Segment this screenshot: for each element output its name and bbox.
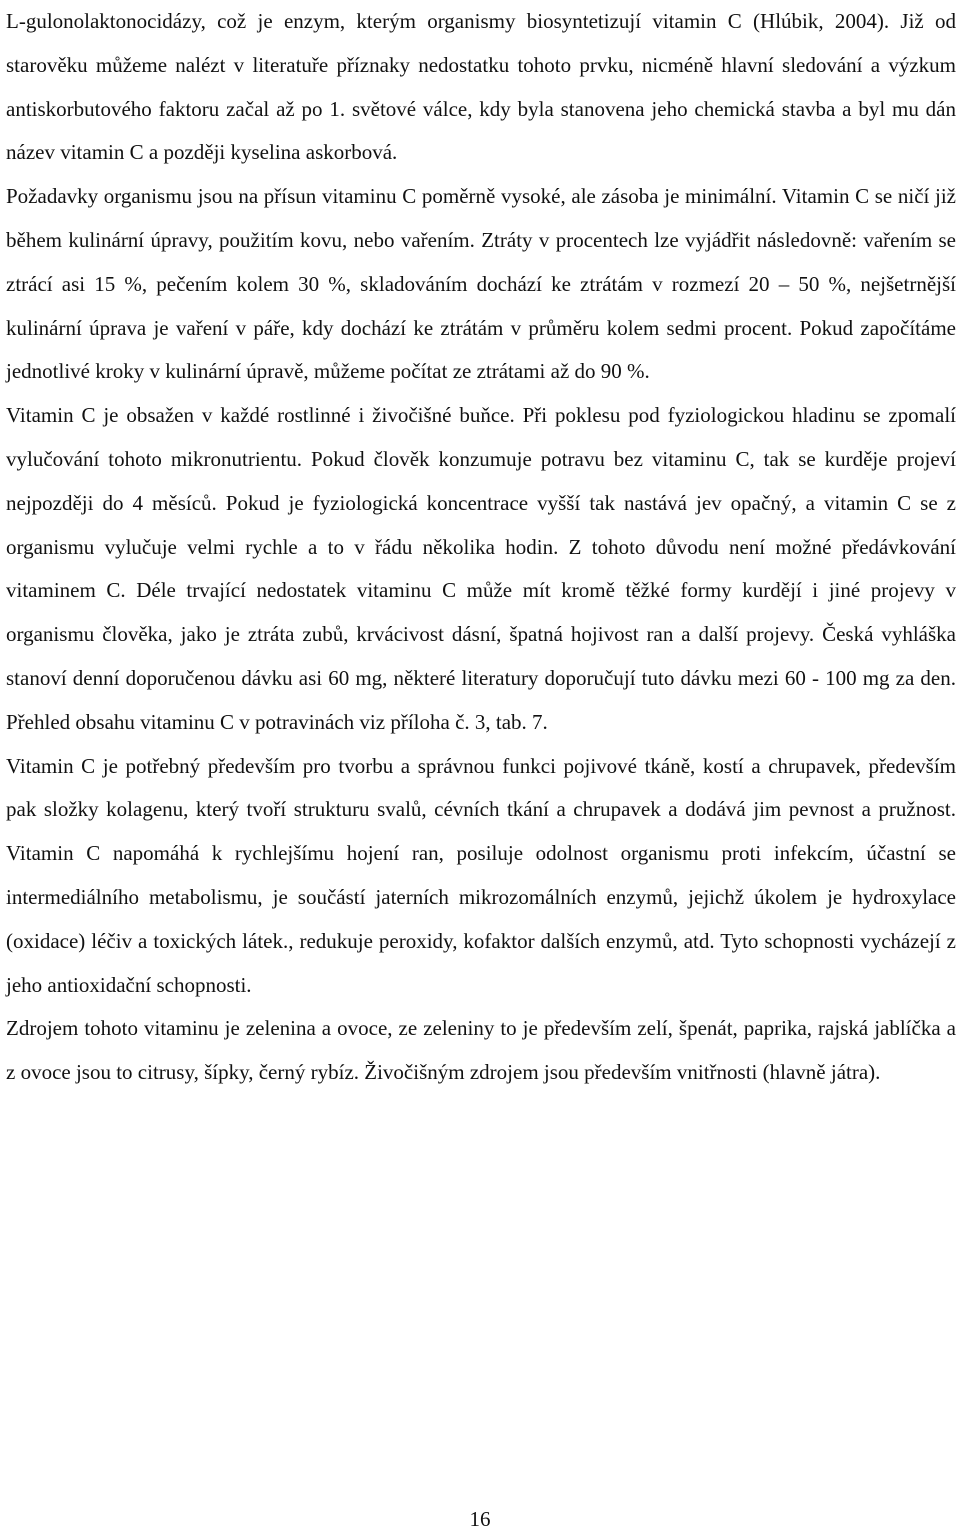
paragraph-vitamin-c-history: L-gulonolaktonocidázy, což je enzym, kterým organismy biosyntetizují vitamin C (Hlúbik, 2004). Již od starověku můžeme nalézt v literatuře příznaky nedostatku tohoto prvku, nicméně hlavní sledování a výzkum antiskorbutového faktoru začal až po 1. světové válce, kdy byla stanovena jeho chemická stavba a byl mu dán název vitamin C a později kyselina askorbová. xyxy=(6,9,956,165)
page-number: 16 xyxy=(469,1507,491,1531)
paragraph-vitamin-c-losses: Požadavky organismu jsou na přísun vitaminu C poměrně vysoké, ale zásoba je minimální. Vitamin C se ničí již během kulinární úpravy, použitím kovu, nebo vařením. Ztráty v procentech lze vyjádřit následovně: vařením se ztrácí asi 15 %, pečením kolem 30 %, skladováním dochází ke ztrátám v rozmezí 20 – 50 %, nejšetrnější kulinární úprava je vaření v páře, kdy dochází ke ztrátám v průměru kolem sedmi procent. Pokud započítáme jednotlivé kroky v kulinární úpravě, můžeme počítat ze ztrátami až do 90 %. xyxy=(6,184,956,384)
paragraph-vitamin-c-sources: Zdrojem tohoto vitaminu je zelenina a ovoce, ze zeleniny to je především zelí, špenát, paprika, rajská jablíčka a z ovoce jsou to citrusy, šípky, černý rybíz. Živočišným zdrojem jsou především vnitřnosti (hlavně játra). xyxy=(6,1016,956,1085)
paragraph-vitamin-c-deficiency: Vitamin C je obsažen v každé rostlinné i živočišné buňce. Při poklesu pod fyziologickou hladinu se zpomalí vylučování tohoto mikronutrientu. Pokud člověk konzumuje potravu bez vitaminu C, tak se kurděje projeví nejpozději do 4 měsíců. Pokud je fyziologická koncentrace vyšší tak nastává jev opačný, a vitamin C se z organismu vylučuje velmi rychle a to v řádu několika hodin. Z tohoto důvodu není možné předávkování vitaminem C. Déle trvající nedostatek vitaminu C může mít kromě těžké formy kurdějí i jiné projevy v organismu člověka, jako je ztráta zubů, krvácivost dásní, špatná hojivost ran a další projevy. Česká vyhláška stanoví denní doporučenou dávku asi 60 mg, některé literatury doporučují tuto dávku mezi 60 - 100 mg za den. Přehled obsahu vitaminu C v potravinách viz příloha č. 3, tab. 7. xyxy=(6,403,956,734)
paragraph-vitamin-c-functions: Vitamin C je potřebný především pro tvorbu a správnou funkci pojivové tkáně, kostí a chrupavek, především pak složky kolagenu, který tvoří strukturu svalů, cévních tkání a chrupavek a dodává jim pevnost a pružnost. Vitamin C napomáhá k rychlejšímu hojení ran, posiluje odolnost organismu proti infekcím, účastní se intermediálního metabolismu, je součástí jaterních mikrozomálních enzymů, jejichž úkolem je hydroxylace (oxidace) léčiv a toxických látek., redukuje peroxidy, kofaktor dalších enzymů, atd. Tyto schopnosti vycházejí z jeho antioxidační schopnosti. xyxy=(6,753,956,997)
document-body xyxy=(6,0,956,1095)
